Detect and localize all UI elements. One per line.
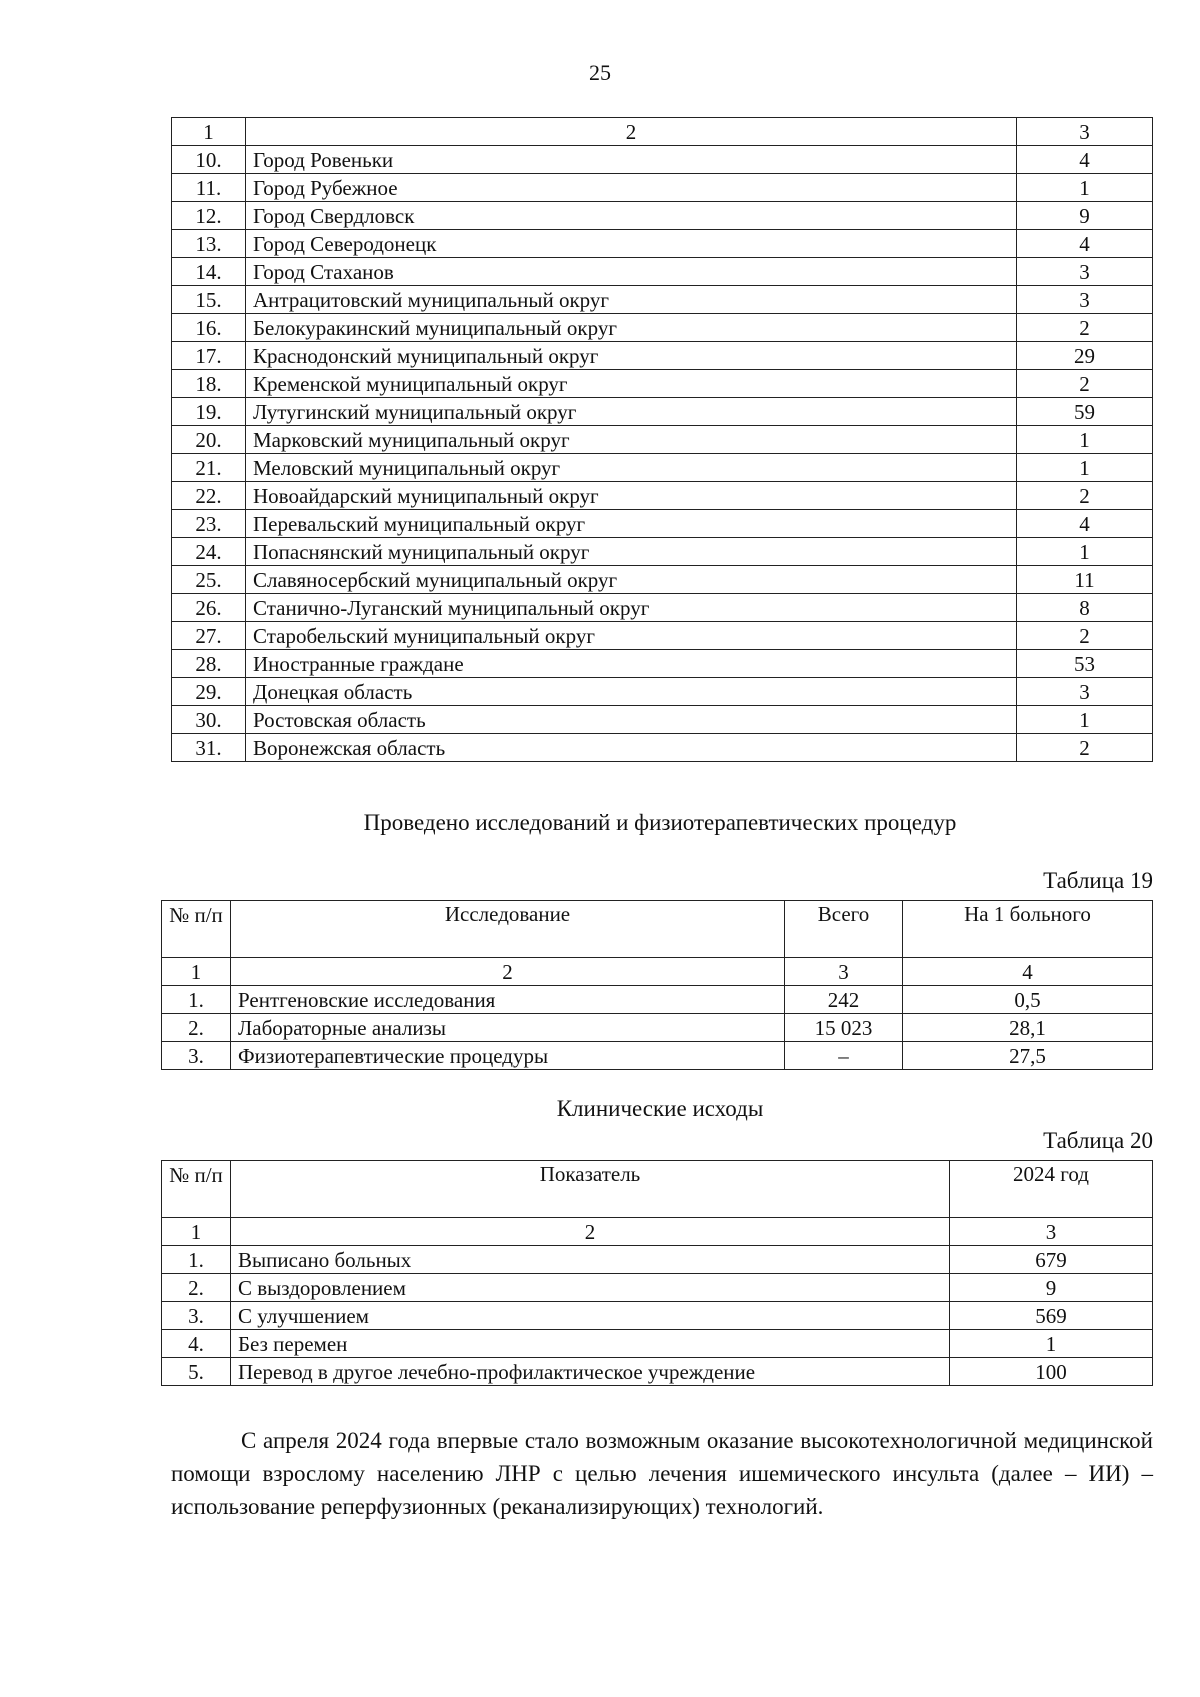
table-row	[172, 678, 1153, 706]
table-row	[172, 230, 1153, 258]
table-cell: Ростовская область	[246, 706, 1017, 734]
table-cell: 3	[1017, 286, 1153, 314]
table-cell: 31.	[172, 734, 246, 762]
table-cell: –	[785, 1042, 903, 1070]
col-number: 1	[162, 1218, 231, 1246]
table-cell: 4	[1017, 146, 1153, 174]
table-cell: 8	[1017, 594, 1153, 622]
table-cell: 14.	[172, 258, 246, 286]
table-row	[172, 538, 1153, 566]
table-row	[172, 286, 1153, 314]
col-number: 2	[231, 958, 785, 986]
table-cell: Краснодонский муниципальный округ	[246, 342, 1017, 370]
table-cell: 29	[1017, 342, 1153, 370]
table-row	[162, 1246, 1153, 1274]
column-numbers-row	[172, 118, 1153, 146]
table-row	[162, 1274, 1153, 1302]
table-cell: С выздоровлением	[231, 1274, 950, 1302]
table-cell: 10.	[172, 146, 246, 174]
col-number: 1	[172, 118, 246, 146]
table-row	[172, 650, 1153, 678]
paragraph-text: С апреля 2024 года впервые стало возможным оказание высокотехнологичной медицинской помощи взрослому населению ЛНР с целью лечения ишемического инсульта (далее – ИИ) – использование реперфузионных (реканализирующих) технологий.	[171, 1428, 1153, 1519]
table-row	[172, 566, 1153, 594]
table-cell: Город Стаханов	[246, 258, 1017, 286]
table-cell: 13.	[172, 230, 246, 258]
table-cell: 4	[1017, 230, 1153, 258]
table-cell: 1	[950, 1330, 1153, 1358]
table-cell: Лутугинский муниципальный округ	[246, 398, 1017, 426]
table-cell: 2	[1017, 370, 1153, 398]
table-cell: Иностранные граждане	[246, 650, 1017, 678]
table-cell: Антрацитовский муниципальный округ	[246, 286, 1017, 314]
col-number: 4	[903, 958, 1153, 986]
col-number: 3	[785, 958, 903, 986]
table-cell: Кременской муниципальный округ	[246, 370, 1017, 398]
table-row	[162, 986, 1153, 1014]
table-row	[172, 734, 1153, 762]
table-cell: Лабораторные анализы	[231, 1014, 785, 1042]
table-cell: 29.	[172, 678, 246, 706]
table-cell: 16.	[172, 314, 246, 342]
table-cell: 4.	[162, 1330, 231, 1358]
table-cell: 26.	[172, 594, 246, 622]
table-cell: 30.	[172, 706, 246, 734]
table19-label: Таблица 19	[1043, 868, 1153, 893]
table-cell: Новоайдарский муниципальный округ	[246, 482, 1017, 510]
table-cell: 5.	[162, 1358, 231, 1386]
outcomes-table	[161, 1160, 1153, 1386]
table-cell: Без перемен	[231, 1330, 950, 1358]
table-row	[172, 342, 1153, 370]
body-paragraph	[171, 1424, 1153, 1523]
table-cell: Физиотерапевтические процедуры	[231, 1042, 785, 1070]
table-cell: 18.	[172, 370, 246, 398]
table-cell: 2.	[162, 1014, 231, 1042]
table-row	[172, 622, 1153, 650]
table-cell: С улучшением	[231, 1302, 950, 1330]
table-cell: 12.	[172, 202, 246, 230]
table-cell: 25.	[172, 566, 246, 594]
table-cell: Рентгеновские исследования	[231, 986, 785, 1014]
table-row	[162, 1302, 1153, 1330]
table-row	[172, 314, 1153, 342]
table-cell: 3.	[162, 1042, 231, 1070]
col-header-indicator: Показатель	[231, 1161, 950, 1218]
col-number: 3	[950, 1218, 1153, 1246]
table-cell: 22.	[172, 482, 246, 510]
table-cell: 3.	[162, 1302, 231, 1330]
table-cell: Воронежская область	[246, 734, 1017, 762]
table-cell: Станично-Луганский муниципальный округ	[246, 594, 1017, 622]
table-cell: Город Ровеньки	[246, 146, 1017, 174]
table-cell: 15.	[172, 286, 246, 314]
col-header-number: № п/п	[162, 1161, 231, 1218]
table-cell: 1	[1017, 426, 1153, 454]
table-cell: 27.	[172, 622, 246, 650]
table-cell: 19.	[172, 398, 246, 426]
table-cell: 11	[1017, 566, 1153, 594]
table-cell: 28.	[172, 650, 246, 678]
table-cell: 1	[1017, 538, 1153, 566]
table-row	[162, 1330, 1153, 1358]
table-cell: 2	[1017, 734, 1153, 762]
table-cell: 4	[1017, 510, 1153, 538]
col-number: 2	[246, 118, 1017, 146]
table-cell: Перевод в другое лечебно-профилактическое учреждение	[231, 1358, 950, 1386]
col-header-number: № п/п	[162, 901, 231, 958]
table-cell: 242	[785, 986, 903, 1014]
table-cell: 3	[1017, 678, 1153, 706]
table-cell: 1	[1017, 454, 1153, 482]
regions-table	[171, 117, 1153, 762]
table-row	[172, 426, 1153, 454]
table-cell: 100	[950, 1358, 1153, 1386]
table-cell: 569	[950, 1302, 1153, 1330]
table-cell: Перевальский муниципальный округ	[246, 510, 1017, 538]
table-cell: Город Свердловск	[246, 202, 1017, 230]
table-cell: 0,5	[903, 986, 1153, 1014]
table-cell: 679	[950, 1246, 1153, 1274]
table-cell: 21.	[172, 454, 246, 482]
table-cell: Город Северодонецк	[246, 230, 1017, 258]
table-row	[162, 1358, 1153, 1386]
table-cell: 1	[1017, 706, 1153, 734]
table-cell: 3	[1017, 258, 1153, 286]
column-numbers-row	[162, 1218, 1153, 1246]
table-row	[162, 1042, 1153, 1070]
table-row	[172, 174, 1153, 202]
table-cell: 27,5	[903, 1042, 1153, 1070]
col-number: 1	[162, 958, 231, 986]
table-cell: 15 023	[785, 1014, 903, 1042]
table-cell: 2	[1017, 622, 1153, 650]
table-cell: Город Рубежное	[246, 174, 1017, 202]
table-cell: Попаснянский муниципальный округ	[246, 538, 1017, 566]
table-cell: 2	[1017, 482, 1153, 510]
col-header-year: 2024 год	[950, 1161, 1153, 1218]
studies-table	[161, 900, 1153, 1070]
table-row	[162, 1014, 1153, 1042]
table-row	[172, 146, 1153, 174]
table-cell: 9	[1017, 202, 1153, 230]
col-header-per-patient: На 1 больного	[903, 901, 1153, 958]
page-number: 25	[589, 60, 611, 85]
table-cell: 1.	[162, 1246, 231, 1274]
table-cell: Марковский муниципальный округ	[246, 426, 1017, 454]
table-cell: 1	[1017, 174, 1153, 202]
table-cell: Меловский муниципальный округ	[246, 454, 1017, 482]
table-row	[172, 258, 1153, 286]
table-cell: Выписано больных	[231, 1246, 950, 1274]
table-row	[172, 202, 1153, 230]
col-header-study: Исследование	[231, 901, 785, 958]
table20-heading: Клинические исходы	[556, 1096, 764, 1121]
table-cell: 53	[1017, 650, 1153, 678]
table-header-row	[162, 1161, 1153, 1218]
table-cell: 2	[1017, 314, 1153, 342]
table-cell: 24.	[172, 538, 246, 566]
table-row	[172, 370, 1153, 398]
table-cell: 2.	[162, 1274, 231, 1302]
table-cell: 1.	[162, 986, 231, 1014]
table-row	[172, 706, 1153, 734]
table-cell: 9	[950, 1274, 1153, 1302]
table-cell: 20.	[172, 426, 246, 454]
table-cell: 11.	[172, 174, 246, 202]
table-header-row	[162, 901, 1153, 958]
table-cell: Старобельский муниципальный округ	[246, 622, 1017, 650]
col-number: 2	[231, 1218, 950, 1246]
table-cell: 28,1	[903, 1014, 1153, 1042]
table-row	[172, 482, 1153, 510]
table-cell: 17.	[172, 342, 246, 370]
table-row	[172, 454, 1153, 482]
table-cell: Донецкая область	[246, 678, 1017, 706]
table19-heading: Проведено исследований и физиотерапевтических процедур	[363, 810, 957, 835]
table-row	[172, 510, 1153, 538]
table20-label: Таблица 20	[1043, 1128, 1153, 1153]
col-number: 3	[1017, 118, 1153, 146]
column-numbers-row	[162, 958, 1153, 986]
table-cell: 23.	[172, 510, 246, 538]
table-cell: Славяносербский муниципальный округ	[246, 566, 1017, 594]
col-header-total: Всего	[785, 901, 903, 958]
table-cell: 59	[1017, 398, 1153, 426]
table-cell: Белокуракинский муниципальный округ	[246, 314, 1017, 342]
table-row	[172, 594, 1153, 622]
table-row	[172, 398, 1153, 426]
